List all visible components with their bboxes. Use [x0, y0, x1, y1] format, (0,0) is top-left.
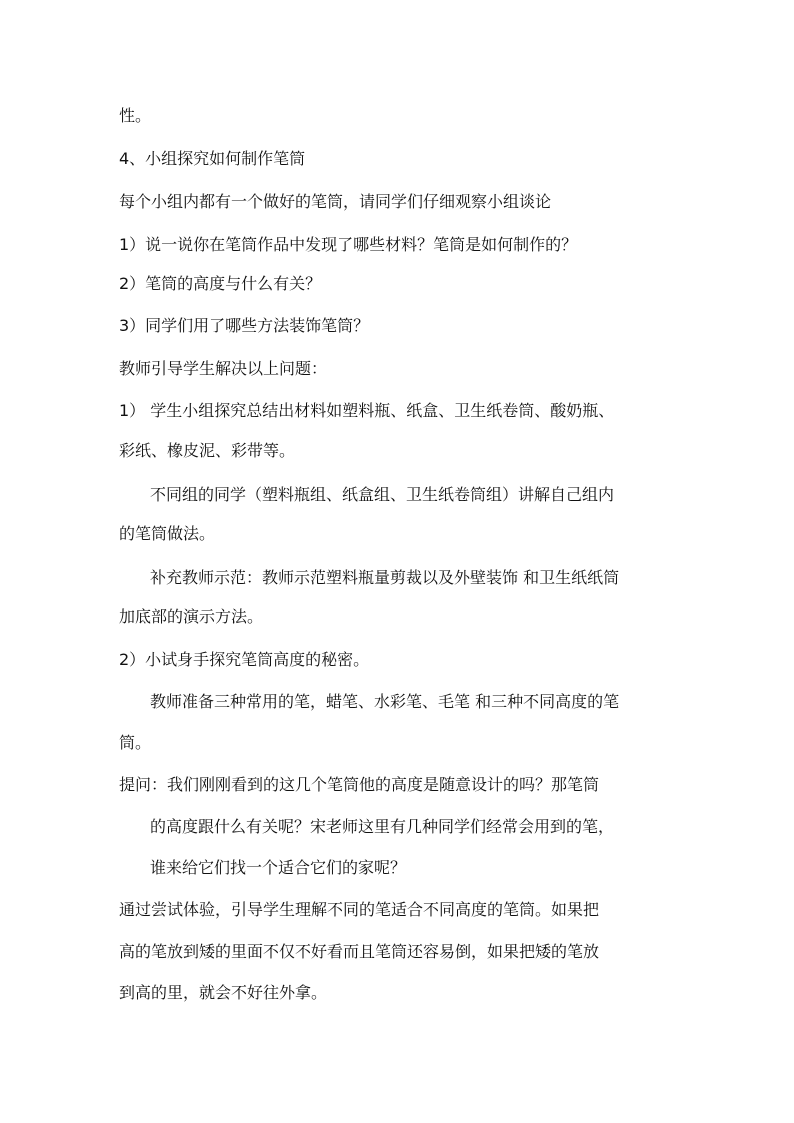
conclusion-line-2: 高的笔放到矮的里面不仅不好看而且笔筒还容易倒，如果把矮的笔放	[119, 942, 600, 961]
teacher-prepare-line-2: 筒。	[119, 733, 152, 752]
text-line-3: 每个小组内都有一个做好的笔筒，请同学们仔细观察小组谈论	[119, 192, 552, 211]
question-2: 2）笔筒的高度与什么有关？	[119, 274, 322, 293]
group-explain-line-1: 不同组的同学（塑料瓶组、纸盒组、卫生纸卷筒组）讲解自己组内	[150, 485, 615, 504]
answer-2: 2）小试身手探究笔筒高度的秘密。	[119, 650, 370, 669]
conclusion-line-1: 通过尝试体验，引导学生理解不同的笔适合不同高度的笔筒。如果把	[119, 900, 600, 919]
answer-1-line-2: 彩纸、橡皮泥、彩带等。	[119, 441, 296, 460]
question-prompt-line-3: 谁来给它们找一个适合它们的家呢？	[150, 858, 407, 877]
question-1: 1）说一说你在笔筒作品中发现了哪些材料？笔筒是如何制作的？	[119, 235, 578, 254]
conclusion-line-3: 到高的里，就会不好往外拿。	[119, 983, 328, 1002]
teacher-demo-line-1: 补充教师示范：教师示范塑料瓶量剪裁以及外壁装饰 和卫生纸纸筒	[150, 568, 620, 587]
text-line-1: 性。	[119, 106, 152, 125]
section-heading-4: 4、小组探究如何制作笔筒	[119, 149, 306, 168]
teacher-prepare-line-1: 教师准备三种常用的笔，蜡笔、水彩笔、毛笔 和三种不同高度的笔	[150, 692, 620, 711]
question-prompt-line-2: 的高度跟什么有关呢？宋老师这里有几种同学们经常会用到的笔，	[150, 817, 615, 836]
teacher-demo-line-2: 加底部的演示方法。	[119, 607, 264, 626]
group-explain-line-2: 的笔筒做法。	[119, 524, 216, 543]
answer-1-line-1: 1） 学生小组探究总结出材料如塑料瓶、纸盒、卫生纸卷筒、酸奶瓶、	[119, 401, 615, 420]
question-prompt-line-1: 提问：我们刚刚看到的这几个笔筒他的高度是随意设计的吗？那笔筒	[119, 775, 600, 794]
question-3: 3）同学们用了哪些方法装饰笔筒？	[119, 316, 370, 335]
text-line-7: 教师引导学生解决以上问题：	[119, 359, 328, 378]
